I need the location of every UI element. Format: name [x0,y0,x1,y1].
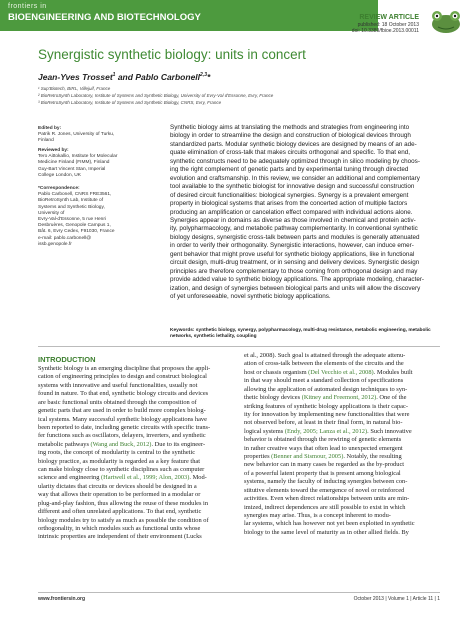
frog-logo-icon [426,6,466,36]
sidebar-line: Pablo Carbonell, CNRS FRE3561, [38,192,112,198]
journal-name: BIOENGINEERING AND BIOTECHNOLOGY [8,12,201,23]
abstract-line: circuit design, multi-drug treatment, or in sensing and delivery devices. Synergistic design [170,259,420,267]
author-joiner: and [117,72,133,82]
journal-header [0,0,474,40]
citation-link[interactable]: (Del Vecchio et al., 2008) [308,368,374,376]
body-line: science and engineering (Hartwell et al., 1999; Alon, 2003). Mod- [38,474,207,482]
body-column-right [244,352,440,537]
reviewed-heading: Reviewed by: [38,148,69,153]
body-line: orthogonality, in which modules such as functional units whose [38,525,201,533]
body-line: ation of cross-talk between the elements of the circuits and the [244,360,404,368]
body-line: et al., 2008). Such goal is attained through the adequate attenu- [244,352,406,359]
abstract-line: tool available to the synthetic biologist for innovative design and successful construction [170,183,415,191]
body-line: biology modules try to satisfy as much as possible the condition of [38,516,209,524]
abstract-line: of desired circuit functionalities: biological synergies. Synergy is a prevalent emergent [170,191,409,199]
body-line: been reported to date, including genetic circuits with specific trans- [38,423,211,431]
body-line: systems with innovative and useful functionalities, usually not [38,381,198,389]
body-line: logical systems (Endy, 2005; Lanza et al., 2012). Such innovative [244,427,412,435]
body-line: lar systems, which has however not yet been exploited in synthetic [244,520,415,528]
article-type: REVIEW ARTICLE [359,14,419,21]
sidebar-line: Systems and Synthetic Biology, [38,204,105,210]
keywords-list: synthetic biology, synergy, polypharmacology, multi-drug resistance, metabolic engineering, metabolic [195,328,431,333]
body-line: cation of engineering principles to design and construct biological [38,373,207,381]
abstract-line: standardized parts. Modular synthetic biology devices are designed by means of an ade- [170,140,417,148]
sidebar-line: Bât. 6, Evry Cedex, F91030, France [38,229,115,235]
keywords [170,328,440,340]
abstract-line: biology designs, synergistic cross-talk between parts and modules is generally attenuated [170,233,420,241]
body-line: intrinsic properties are independent of their environment (Lucks [38,533,202,541]
issue-info: October 2013 | Volume 1 | Article 11 | 1 [353,596,440,602]
sidebar-line: Tero Aittokallio, Institute for Molecular [38,154,118,160]
body-line: Synthetic biology is an emerging discipline that proposes the appli- [38,365,211,372]
section-divider [38,346,440,347]
abstract [170,124,440,302]
body-line: behavior is obtained through the rewiring of genetic elements [244,436,402,444]
abstract-line: ization, and design of synergies between biological parts and units will allow the discovery [170,284,421,292]
abstract-line: quate elimination of cross-talk that makes circuits orthogonal and specific. To that end, [170,149,410,157]
corresponding-mark: * [206,72,211,82]
abstract-line: of yet unforeseeable, novel synthetic biology applications. [170,293,331,301]
abstract-line: gent behavior that might prove useful for synthetic biology applications, like in functional [170,250,415,258]
author-name[interactable]: Jean-Yves Trosset [38,72,113,82]
body-line: genetic parts that are used in order to build more complex biolog- [38,407,206,415]
body-column-left [38,365,234,542]
body-line: way that allows their operation to be performed in a modular or [38,491,201,499]
body-line: plug-and-play fashion, thus allowing the reuse of these modules in [38,499,209,507]
body-line: in that way should meet a standard collection of specifications [244,377,404,385]
body-line: in rather creative ways that often lead to unexpected emergent [244,444,403,452]
body-line: thetic biology devices (Kitney and Freemont, 2012). One of the [244,394,407,402]
body-line: stitutive elements toward the emergence of novel or reinforced [244,486,405,494]
author-name[interactable]: Pablo Carbonell [135,72,201,82]
abstract-line: synthetic constructs need to be adequately optimized through in silico modeling by choos- [170,157,420,165]
abstract-line: evolution and craftsmanship. In this review, we consider an additional and complementary [170,174,420,182]
sidebar-line: Desbruères, Genopole Campus 1, [38,223,111,229]
citation-link[interactable]: (Kitney and Freemont, 2012) [301,394,377,402]
doi: doi: 10.3389/fbioe.2013.00011 [351,28,419,34]
abstract-line: biology in order to streamline the design and construction of biological devices through [170,132,411,140]
sidebar-line: University of [38,210,65,216]
body-line: can make biology close to synthetic disciplines such as computer [38,466,205,474]
abstract-line: provide added value to synthetic biology applications. The appropriate modeling, character- [170,276,425,284]
body-line: fer functions such as oscillators, delayers, inverters, and synthetic [38,432,206,440]
body-line: metabolic pathways (Wang and Buck, 2012). Due to its engineer- [38,440,206,448]
sidebar-line: Finland [38,138,54,144]
keywords-line [170,334,440,340]
body-line: new behavior can in many cases be regarded as the by-product [244,461,405,469]
sidebar-line: Medicine Finland (FIMM), Finland [38,160,110,166]
citation-link[interactable]: (Wang and Buck, 2012) [90,440,152,448]
keywords-list: networks, synthetic lethality, coupling [170,334,257,340]
body-line: host or chassis organism (Del Vecchio et al., 2008). Modules built [244,368,413,376]
section-heading-introduction: INTRODUCTION [38,355,96,364]
sidebar-line: College London, UK [38,172,81,178]
body-line: are basic functional units obtained through the composition of [38,398,197,406]
sidebar-line: Patrik R. Jones, University of Turku, [38,132,115,138]
abstract-line: Synthetic biology aims at translating the methods and strategies from engineering into [170,124,410,131]
body-line: biology to the same level of maturity as in other allied fields. By [244,528,409,536]
abstract-line: Synergies appear in domains as diverse as those involved in chemical and protein activ- [170,216,416,224]
body-line: properties (Benner and Sismour, 2005). Notably, the resulting [244,453,402,461]
affiliation: ² BioRetroSynth Laboratory, Institute of Systems and Synthetic Biology, University of Evry-Val d'Essonne, Evry, France [38,93,274,98]
body-line: of a powerful latent property that is present among biological [244,469,401,477]
body-line: systems, namely the faculty of inducing synergies between con- [244,478,408,486]
journal-brand: frontiers in [8,3,47,10]
sidebar-line: BioRetroSynth Lab, Institute of [38,198,104,204]
sidebar-line: Guy-Bart Vincent Stan, Imperial [38,166,106,172]
body-line: striking features of synthetic biology applications is their capac- [244,402,408,410]
abstract-line: ing the right complement of genetic parts and by experimental tuning through directed [170,166,409,174]
body-line: ity for innovation by implementing new functionalities that were [244,410,410,418]
author-affiliation-mark: 1 [112,72,116,79]
affiliation: ¹ Sup'Biotech, BIRL, Villejuif, France [38,86,111,91]
affiliation: ³ BioRetroSynth Laboratory, Institute of Systems and Synthetic Biology, CNRS, Evry, France [38,100,222,105]
author-affiliation-mark: 2,3 [200,72,207,79]
body-line: ical systems. Many successful synthetic biology applications have [38,415,207,423]
body-line: biology practice, as modularity is regarded as a key feature that [38,457,201,465]
citation-link[interactable]: (Endy, 2005; Lanza et al., 2012) [284,427,368,435]
abstract-line: in order to verify their orthogonality. Synergistic interactions, however, can induce emer- [170,242,414,250]
citation-link[interactable]: (Hartwell et al., 1999; Alon, 2003) [101,474,190,482]
keywords-label: Keywords: [170,328,195,333]
body-line: synergies may arise. Thus, is a concept inherent to modu- [244,512,391,520]
email-link[interactable]: issb.genopole.fr [38,241,72,247]
abstract-line: property in biological systems that arises from the concerted action of multiple factors [170,200,408,208]
abstract-line: ity, polypharmacology, and metabolic pathway complementarity. In conventional synthetic [170,225,418,233]
sidebar-reviewed [38,148,156,179]
edited-heading: Edited by: [38,126,62,131]
footer-divider [38,592,440,593]
body-line: activities. Even when direct relationships between units are min- [244,495,410,503]
correspondence-heading: *Correspondence: [38,186,80,191]
body-line: imized, indirect dependences are still possible to exist in which [244,503,406,511]
publication-date: published: 18 October 2013 [357,22,419,28]
abstract-line: principles are therefore complementary to those coming from orthogonal design and may [170,267,418,275]
body-line: ularity dictates that circuits or devices should be designed in a [38,482,197,490]
body-line: ing roots, the concept of modularity is central to the synthetic [38,449,196,457]
sidebar-correspondence [38,186,156,248]
sidebar-line: Evry-Val-d'Essonne, 5 rue Henri [38,217,107,223]
email-link[interactable]: e-mail: pablo.carbonell@ [38,235,92,241]
journal-website-link[interactable]: www.frontiersin.org [38,596,86,602]
body-line: different and often unrelated applications. To that end, synthetic [38,508,202,516]
author-list [38,72,210,82]
sidebar-edited [38,126,156,145]
citation-link[interactable]: (Benner and Sismour, 2005) [271,453,344,461]
abstract-line: producing an amplification or cancelation effect compared with individual actions alone. [170,208,413,216]
body-line: not observed before, at least in their final form, in natural bio- [244,419,403,427]
body-line: allowing the application of automated design techniques to syn- [244,385,408,393]
body-line: found in nature. To that end, synthetic biology circuits and devices [38,390,209,398]
article-title: Synergistic synthetic biology: units in concert [38,47,306,62]
